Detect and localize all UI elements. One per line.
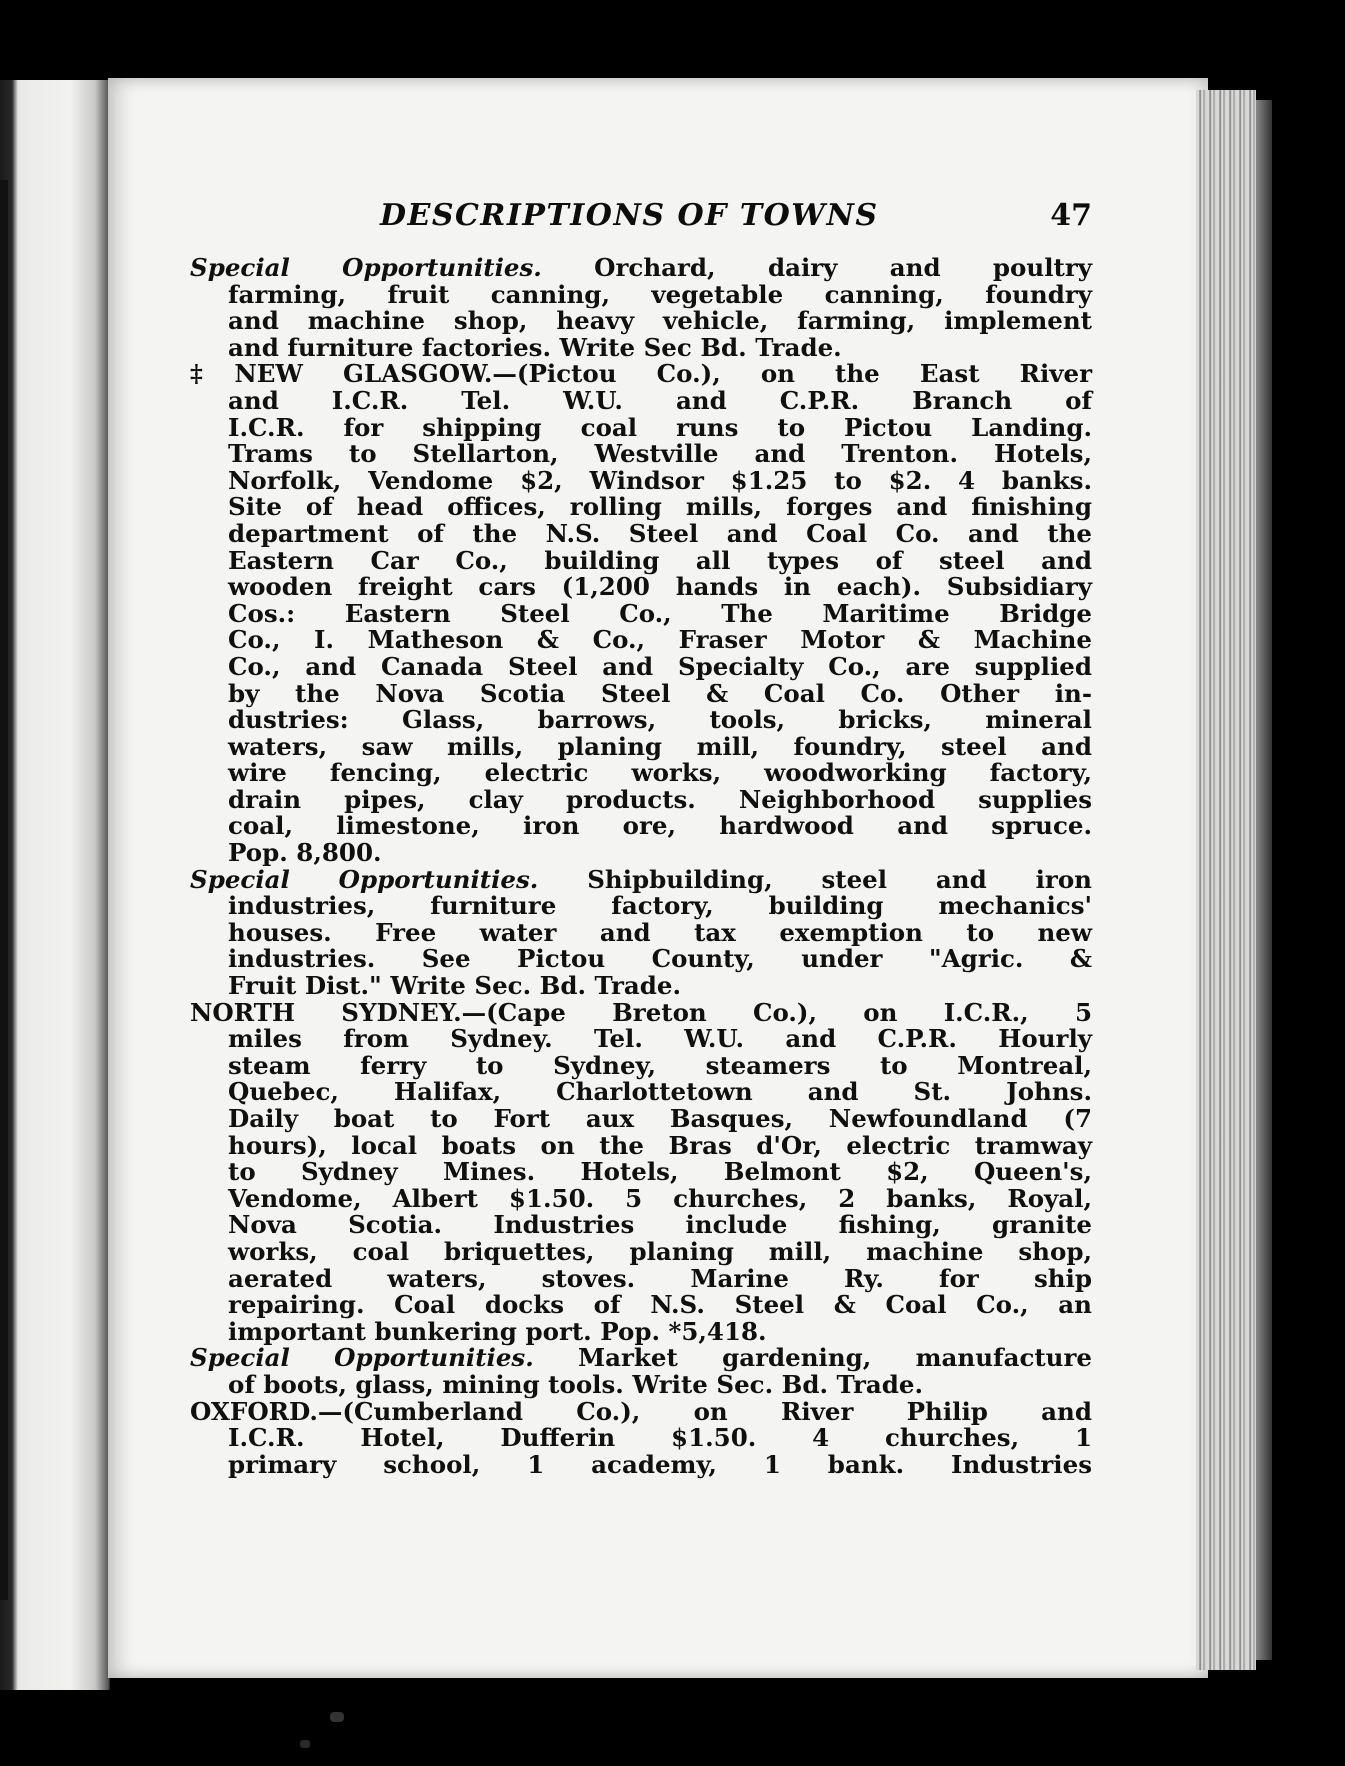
text-line: steam ferry to Sydney, steamers to Montreal, [228,1050,1092,1080]
section-label: Special Opportunities. [190,1343,534,1373]
entry-heading-line: OXFORD.—(Cumberland Co.), on River Philip and [190,1396,1092,1426]
text-line: waters, saw mills, planing mill, foundry, steel and [228,731,1092,761]
text-line: Special Opportunities. Shipbuilding, steel and iron [190,864,1092,894]
text-line: repairing. Coal docks of N.S. Steel & Coal Co., an [228,1290,1092,1320]
text-line: important bunkering port. Pop. *5,418. [228,1316,767,1346]
text-line: Site of head offices, rolling mills, forges and finishing [228,492,1092,522]
text-line: works, coal briquettes, planing mill, machine shop, [228,1236,1092,1266]
page-edges [1196,90,1256,1670]
text-line: aerated waters, stoves. Marine Ry. for ship [228,1263,1092,1293]
text-line: industries. See Pictou County, under "Agric. & [228,944,1092,974]
text-line: Nova Scotia. Industries include fishing, granite [228,1210,1092,1240]
text-line: hours), local boats on the Bras d'Or, electric tramway [228,1130,1092,1160]
scan-speck [330,1712,344,1722]
body-text [190,255,1092,1478]
text-line: Vendome, Albert $1.50. 5 churches, 2 banks, Royal, [228,1183,1092,1213]
text-line: coal, limestone, iron ore, hardwood and spruce. [228,811,1092,841]
page-number: 47 [1050,198,1092,233]
facing-page-rule [0,180,8,1600]
page-header [380,198,1092,238]
text-line: Cos.: Eastern Steel Co., The Maritime Bridge [228,598,1092,628]
text-line: I.C.R. for shipping coal runs to Pictou Landing. [228,412,1092,442]
text-line: and furniture factories. Write Sec Bd. Trade. [228,332,842,362]
text-line: miles from Sydney. Tel. W.U. and C.P.R. Hourly [228,1024,1092,1054]
text-line: and I.C.R. Tel. W.U. and C.P.R. Branch of [228,385,1092,415]
entry-heading-line: ‡NEW GLASGOW.—(Pictou Co.), on the East River [190,359,1092,389]
section-label: Special Opportunities. [190,864,539,894]
text-line: Eastern Car Co., building all types of steel and [228,545,1092,575]
text-line: industries, furniture factory, building mechanics' [228,891,1092,921]
text-line: Daily boat to Fort aux Basques, Newfoundland (7 [228,1104,1092,1133]
text-line: primary school, 1 academy, 1 bank. Industries [228,1449,1092,1479]
text-line: dustries: Glass, barrows, tools, bricks, mineral [228,705,1092,735]
text-line: Special Opportunities. Orchard, dairy and poultry [190,253,1092,282]
text-line: Pop. 8,800. [228,838,382,868]
text-line: department of the N.S. Steel and Coal Co. and the [228,518,1092,548]
entry-heading-line: NORTH SYDNEY.—(Cape Breton Co.), on I.C.R., 5 [190,997,1092,1027]
text-line: Quebec, Halifax, Charlottetown and St. Johns. [228,1077,1092,1107]
text-line: to Sydney Mines. Hotels, Belmont $2, Queen's, [228,1157,1092,1187]
text-line: Fruit Dist." Write Sec. Bd. Trade. [228,971,682,1001]
text-line: of boots, glass, mining tools. Write Sec. Bd. Trade. [228,1369,924,1399]
text-line: Co., I. Matheson & Co., Fraser Motor & Machine [228,625,1092,655]
text-line: Trams to Stellarton, Westville and Trenton. Hotels, [228,439,1092,469]
text-line: Norfolk, Vendome $2, Windsor $1.25 to $2. 4 banks. [228,465,1092,495]
text-line: drain pipes, clay products. Neighborhood supplies [228,784,1092,814]
running-head: DESCRIPTIONS OF TOWNS [380,198,879,233]
facing-page-edge [0,80,110,1690]
book-cover-edge [1256,100,1272,1660]
text-line: wire fencing, electric works, woodworking factory, [228,758,1092,788]
text-line: wooden freight cars (1,200 hands in each). Subsidiary [228,572,1092,602]
scan-speck [300,1740,310,1748]
text-line: houses. Free water and tax exemption to new [228,917,1092,947]
text-line: farming, fruit canning, vegetable canning, foundry [228,279,1092,309]
text-line: I.C.R. Hotel, Dufferin $1.50. 4 churches, 1 [228,1423,1092,1453]
section-label: Special Opportunities. [190,253,542,282]
text-line: Special Opportunities. Market gardening, manufacture [190,1343,1092,1373]
text-line: and machine shop, heavy vehicle, farming, implement [228,306,1092,336]
text-line: Co., and Canada Steel and Specialty Co., are supplied [228,651,1092,681]
text-line: by the Nova Scotia Steel & Coal Co. Other in- [228,678,1092,708]
